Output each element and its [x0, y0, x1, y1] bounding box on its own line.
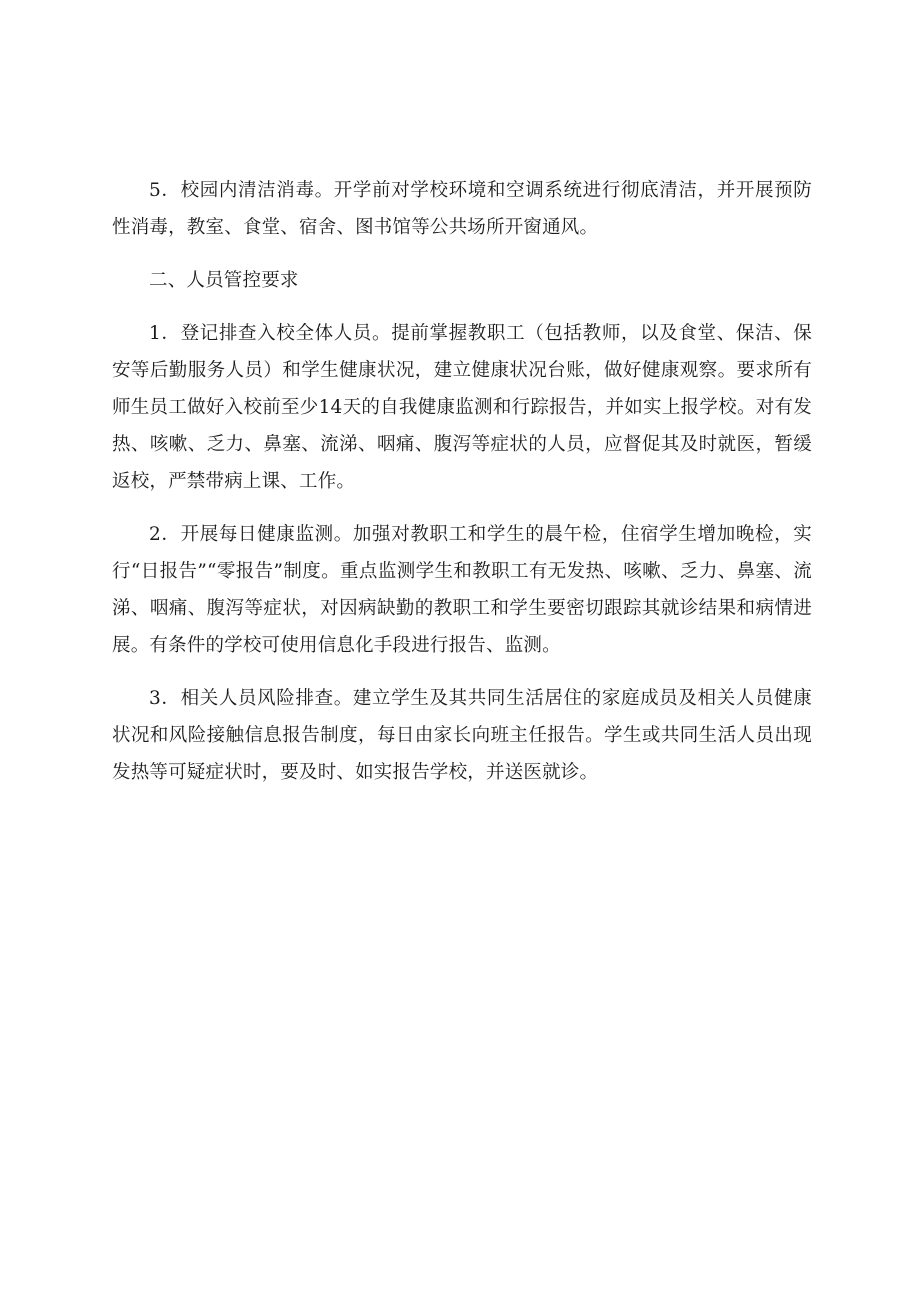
document-body — [112, 172, 812, 791]
paragraph-risk-screening: 3．相关人员风险排查。建立学生及其共同生活居住的家庭成员及相关人员健康状况和风险接触信息报告制度，每日由家长向班主任报告。学生或共同生活人员出现发热等可疑症状时，要及时、如实报告学校，并送医就诊。 — [112, 688, 812, 783]
paragraph-campus-disinfection: 5．校园内清洁消毒。开学前对学校环境和空调系统进行彻底清洁，并开展预防性消毒，教室、食堂、宿舍、图书馆等公共场所开窗通风。 — [112, 180, 812, 238]
paragraph-registration-screening: 1．登记排查入校全体人员。提前掌握教职工（包括教师，以及食堂、保洁、保安等后勤服务人员）和学生健康状况，建立健康状况台账，做好健康观察。要求所有师生员工做好入校前至少14天的自我健康监测和行踪报告，并如实上报学校。对有发热、咳嗽、乏力、鼻塞、流涕、咽痛、腹泻等症状的人员，应督促其及时就医，暂缓返校，严禁带病上课、工作。 — [112, 323, 812, 492]
paragraph-daily-health-monitoring: 2．开展每日健康监测。加强对教职工和学生的晨午检，住宿学生增加晚检，实行“日报告”“零报告”制度。重点监测学生和教职工有无发热、咳嗽、乏力、鼻塞、流涕、咽痛、腹泻等症状，对因病缺勤的教职工和学生要密切跟踪其就诊结果和病情进展。有条件的学校可使用信息化手段进行报告、监测。 — [112, 524, 812, 656]
section-heading-personnel-control: 二、人员管控要求 — [149, 270, 299, 291]
